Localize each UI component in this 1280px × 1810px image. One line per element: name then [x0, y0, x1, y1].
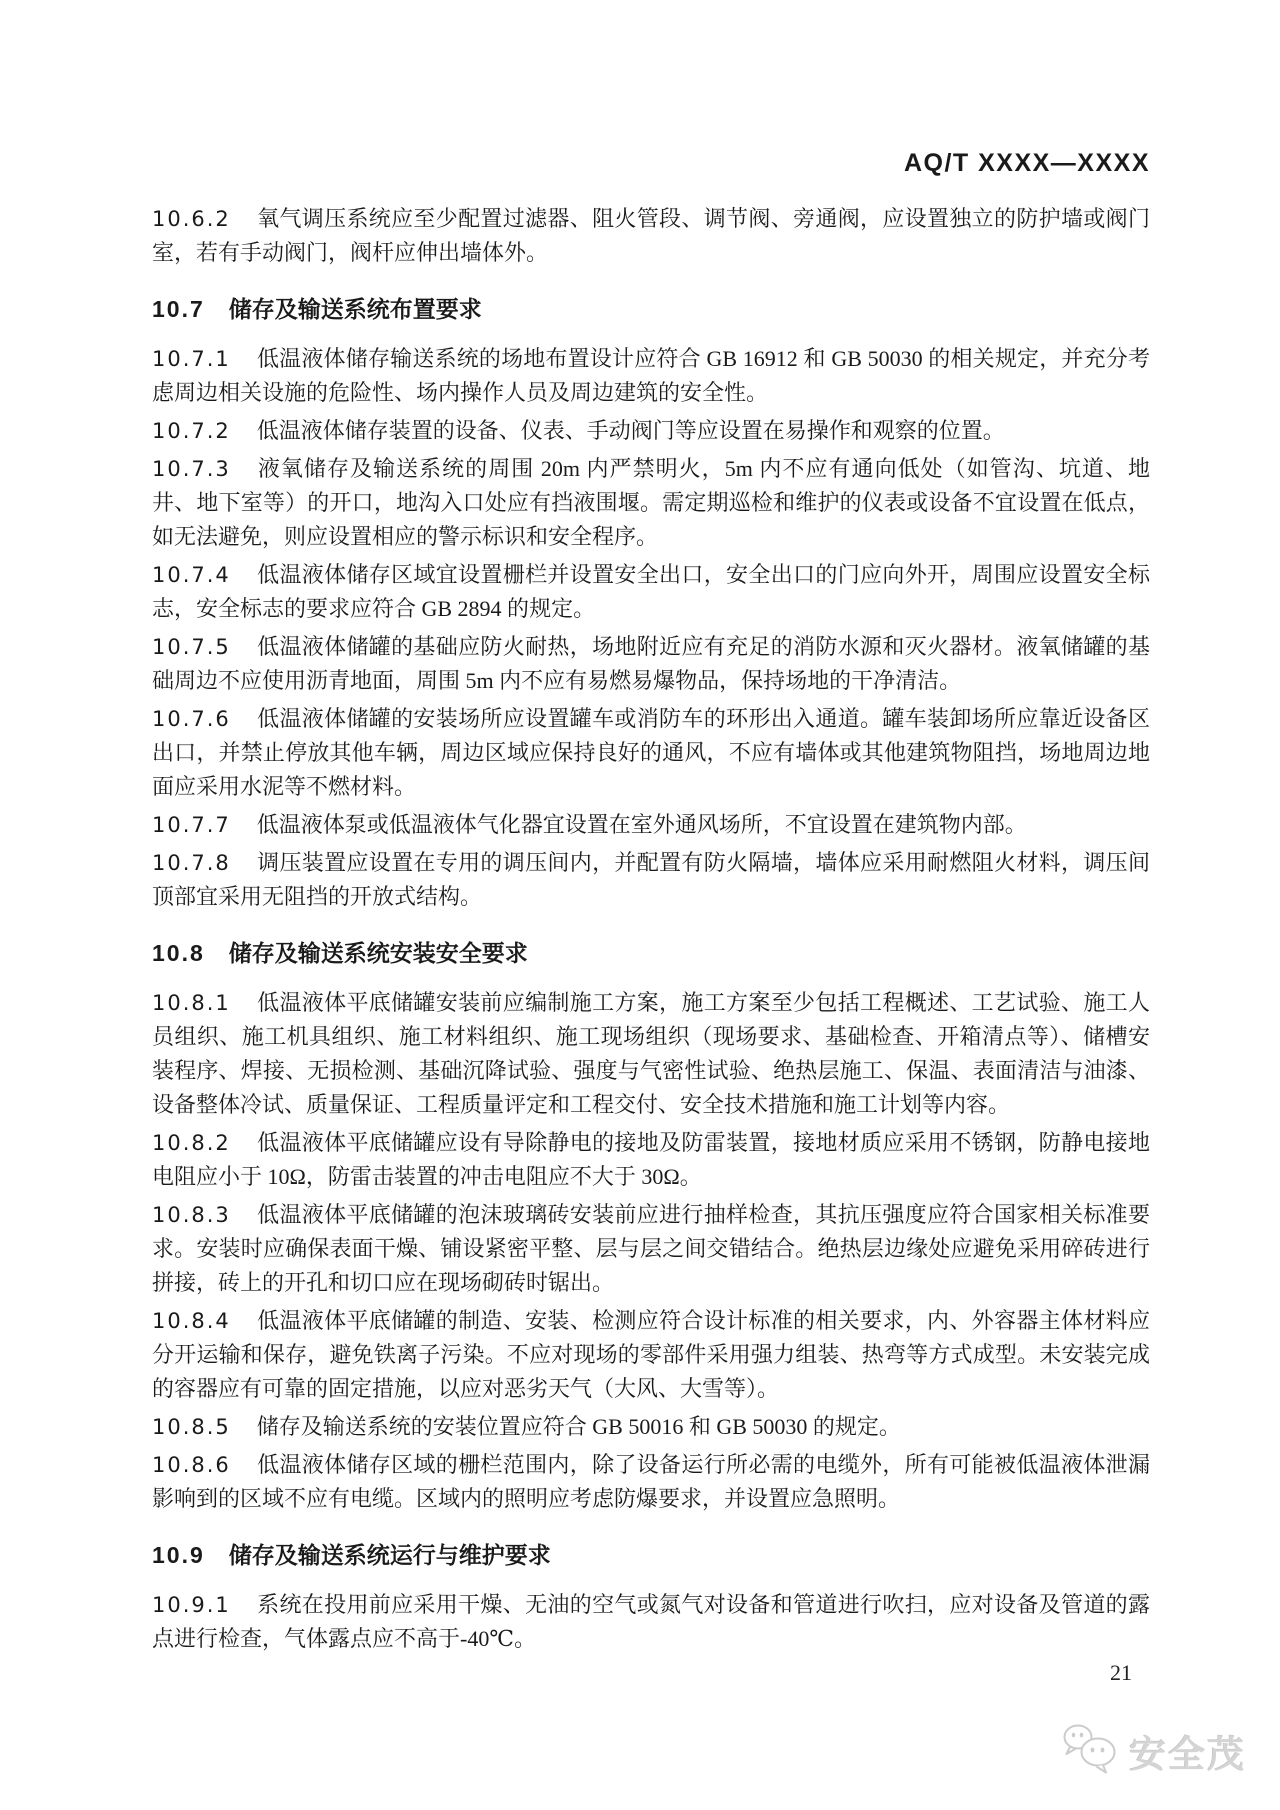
clause-10-8-6: [152, 1448, 1150, 1516]
clause-10-7-5: [152, 630, 1150, 698]
section-heading-10-8: [152, 938, 1150, 968]
clause-number: 10.8.2: [152, 1131, 231, 1155]
clause-10-7-8: [152, 846, 1150, 914]
clause-text: 低温液体平底储罐安装前应编制施工方案，施工方案至少包括工程概述、工艺试验、施工人员组织、施工机具组织、施工材料组织、施工现场组织（现场要求、基础检查、开箱清点等）、储槽安装程序、焊接、无损检测、基础沉降试验、强度与气密性试验、绝热层施工、保温、表面清洁与油漆、设备整体冷试、质量保证、工程质量评定和工程交付、安全技术措施和施工计划等内容。: [152, 990, 1150, 1117]
clause-10-7-6: [152, 702, 1150, 804]
clause-text: 储存及输送系统的安装位置应符合 GB 50016 和 GB 50030 的规定。: [256, 1414, 901, 1439]
wechat-chat-bubbles-icon: [1061, 1722, 1119, 1779]
clause-number: 10.7.1: [152, 347, 231, 371]
clause-text: 液氧储存及输送系统的周围 20m 内严禁明火，5m 内不应有通向低处（如管沟、坑道、地井、地下室等）的开口，地沟入口处应有挡液围堰。需定期巡检和维护的仪表或设备不宜设置在低点，如无法避免，则应设置相应的警示标识和安全程序。: [152, 456, 1150, 549]
clause-number: 10.8.5: [152, 1415, 231, 1439]
heading-number: 10.7: [152, 296, 205, 322]
clause-number: 10.9.1: [152, 1593, 231, 1617]
clause-10-7-1: [152, 342, 1150, 410]
doc-code: AQ/T XXXX—XXXX: [903, 149, 1150, 177]
clause-text: 低温液体泵或低温液体气化器宜设置在室外通风场所，不宜设置在建筑物内部。: [256, 812, 1027, 837]
clause-number: 10.8.1: [152, 991, 231, 1015]
section-heading-10-9: [152, 1540, 1150, 1570]
section-heading-10-7: [152, 294, 1150, 324]
clause-number: 10.7.8: [152, 851, 231, 875]
heading-number: 10.8: [152, 940, 205, 966]
clause-text: 氧气调压系统应至少配置过滤器、阻火管段、调节阀、旁通阀，应设置独立的防护墙或阀门室，若有手动阀门，阀杆应伸出墙体外。: [152, 206, 1150, 265]
clause-10-9-1: [152, 1588, 1150, 1656]
clause-text: 低温液体储存输送系统的场地布置设计应符合 GB 16912 和 GB 50030 的相关规定，并充分考虑周边相关设施的危险性、场内操作人员及周边建筑的安全性。: [152, 346, 1150, 405]
clause-number: 10.8.6: [152, 1453, 231, 1477]
clause-text: 低温液体平底储罐的制造、安装、检测应符合设计标准的相关要求，内、外容器主体材料应分开运输和保存，避免铁离子污染。不应对现场的零部件采用强力组装、热弯等方式成型。未安装完成的容器应有可靠的固定措施，以应对恶劣天气（大风、大雪等）。: [152, 1308, 1150, 1401]
watermark: [1061, 1722, 1246, 1779]
document-page: [152, 0, 1150, 1660]
clause-number: 10.7.7: [152, 813, 231, 837]
clause-text: 低温液体储存装置的设备、仪表、手动阀门等应设置在易操作和观察的位置。: [256, 418, 1005, 443]
clause-number: 10.8.4: [152, 1309, 231, 1333]
heading-text: 储存及输送系统安装安全要求: [228, 940, 528, 966]
clause-number: 10.7.4: [152, 563, 231, 587]
clause-number: 10.7.5: [152, 635, 231, 659]
clause-number: 10.7.3: [152, 457, 231, 481]
clause-text: 低温液体储罐的基础应防火耐热，场地附近应有充足的消防水源和灭火器材。液氧储罐的基础周边不应使用沥青地面，周围 5m 内不应有易燃易爆物品，保持场地的干净清洁。: [152, 634, 1150, 693]
heading-number: 10.9: [152, 1542, 205, 1568]
clause-text: 低温液体平底储罐的泡沫玻璃砖安装前应进行抽样检查，其抗压强度应符合国家相关标准要求。安装时应确保表面干燥、铺设紧密平整、层与层之间交错结合。绝热层边缘处应避免采用碎砖进行拼接，砖上的开孔和切口应在现场砌砖时锯出。: [152, 1202, 1150, 1295]
clause-number: 10.7.2: [152, 419, 231, 443]
clause-10-7-4: [152, 558, 1150, 626]
clause-number: 10.7.6: [152, 707, 231, 731]
page-number: 21: [1110, 1660, 1132, 1685]
clause-10-6-2: [152, 202, 1150, 270]
clause-number: 10.6.2: [152, 207, 231, 231]
clause-10-8-5: [152, 1410, 1150, 1444]
clause-text: 低温液体储罐的安装场所应设置罐车或消防车的环形出入通道。罐车装卸场所应靠近设备区出口，并禁止停放其他车辆，周边区域应保持良好的通风，不应有墙体或其他建筑物阻挡，场地周边地面应采用水泥等不燃材料。: [152, 706, 1150, 799]
heading-text: 储存及输送系统布置要求: [228, 296, 482, 322]
clause-10-7-7: [152, 808, 1150, 842]
clause-10-8-1: [152, 986, 1150, 1122]
clause-10-7-3: [152, 452, 1150, 554]
clause-text: 调压装置应设置在专用的调压间内，并配置有防火隔墙，墙体应采用耐燃阻火材料，调压间顶部宜采用无阻挡的开放式结构。: [152, 850, 1150, 909]
heading-text: 储存及输送系统运行与维护要求: [228, 1542, 551, 1568]
clause-text: 低温液体平底储罐应设有导除静电的接地及防雷装置，接地材质应采用不锈钢，防静电接地电阻应小于 10Ω，防雷击装置的冲击电阻应不大于 30Ω。: [152, 1130, 1150, 1189]
clause-10-8-4: [152, 1304, 1150, 1406]
clause-text: 系统在投用前应采用干燥、无油的空气或氮气对设备和管道进行吹扫，应对设备及管道的露点进行检查，气体露点应不高于-40℃。: [152, 1592, 1150, 1651]
clause-10-8-3: [152, 1198, 1150, 1300]
watermark-text: 安全茂: [1129, 1733, 1246, 1775]
clause-text: 低温液体储存区域的栅栏范围内，除了设备运行所必需的电缆外，所有可能被低温液体泄漏影响到的区域不应有电缆。区域内的照明应考虑防爆要求，并设置应急照明。: [152, 1452, 1150, 1511]
clause-text: 低温液体储存区域宜设置栅栏并设置安全出口，安全出口的门应向外开，周围应设置安全标志，安全标志的要求应符合 GB 2894 的规定。: [152, 562, 1150, 621]
clause-10-8-2: [152, 1126, 1150, 1194]
clause-number: 10.8.3: [152, 1203, 231, 1227]
clause-10-7-2: [152, 414, 1150, 448]
